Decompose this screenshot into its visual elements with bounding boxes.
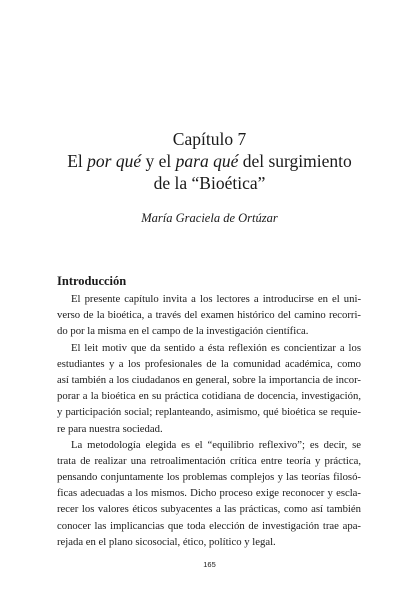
paragraph-line: recer los valores éticos subyacentes a las prácticas, como así también (57, 503, 361, 516)
chapter-heading (40, 128, 379, 194)
paragraph-line: El presente capítulo invita a los lectores a introducirse en el uni- (71, 293, 361, 305)
paragraph-line: re para nuestra sociedad. (57, 422, 163, 435)
paragraph-line: do por la misma en el campo de la investigación científica. (57, 325, 309, 338)
paragraph-line: El leit motiv que da sentido a ésta reflexión es concientizar a los (71, 341, 361, 354)
title-text-surgimiento: del surgimiento (238, 151, 352, 171)
paragraph-line: ficas adecuadas a los mismos. Dicho proceso exige reconocer y escla- (57, 487, 361, 500)
chapter-number: Capítulo 7 (172, 129, 247, 149)
paragraph-line: estudiantes y a los profesionales de la comunidad académica, como (57, 357, 361, 370)
paragraph-line: rejada en el plano sicosocial, ético, político y legal. (57, 535, 276, 548)
paragraph-line: pensando conjuntamente los problemas complejos y las teorías filosó- (57, 471, 361, 484)
paragraph-line: y participación social; replanteando, asimismo, qué bioética se requie- (57, 406, 361, 419)
paragraph-line: verso de la bioética, a través del examen histórico del camino recorri- (57, 309, 361, 322)
page-number: 165 (203, 560, 216, 569)
paragraph-line: La metodología elegida es el “equilibrio reflexivo”; es decir, se (71, 438, 361, 451)
title-text-y-el: y el (141, 151, 176, 171)
title-text-el: El (67, 151, 88, 171)
title-emphasis-por-que: por qué (87, 151, 142, 171)
title-emphasis-para-que: para qué (175, 151, 239, 171)
chapter-title-line-2: de la “Bioética” (153, 173, 266, 193)
paragraph-line: así también a los ciudadanos en general, sobre la importancia de incor- (57, 373, 361, 386)
section-heading: Introducción (57, 274, 127, 288)
author-name: María Graciela de Ortúzar (141, 211, 278, 225)
paragraph-line: porar a la bioética en su práctica cotidiana de docencia, investigación, (57, 390, 361, 403)
body-text (57, 291, 361, 550)
paragraph-line: trata de realizar una retroalimentación crítica entre teoría y práctica, (57, 454, 361, 467)
chapter-title-line-1 (40, 150, 379, 172)
paragraph-line: conocer las implicancias que toda elección de investigación trae apa- (57, 519, 361, 532)
